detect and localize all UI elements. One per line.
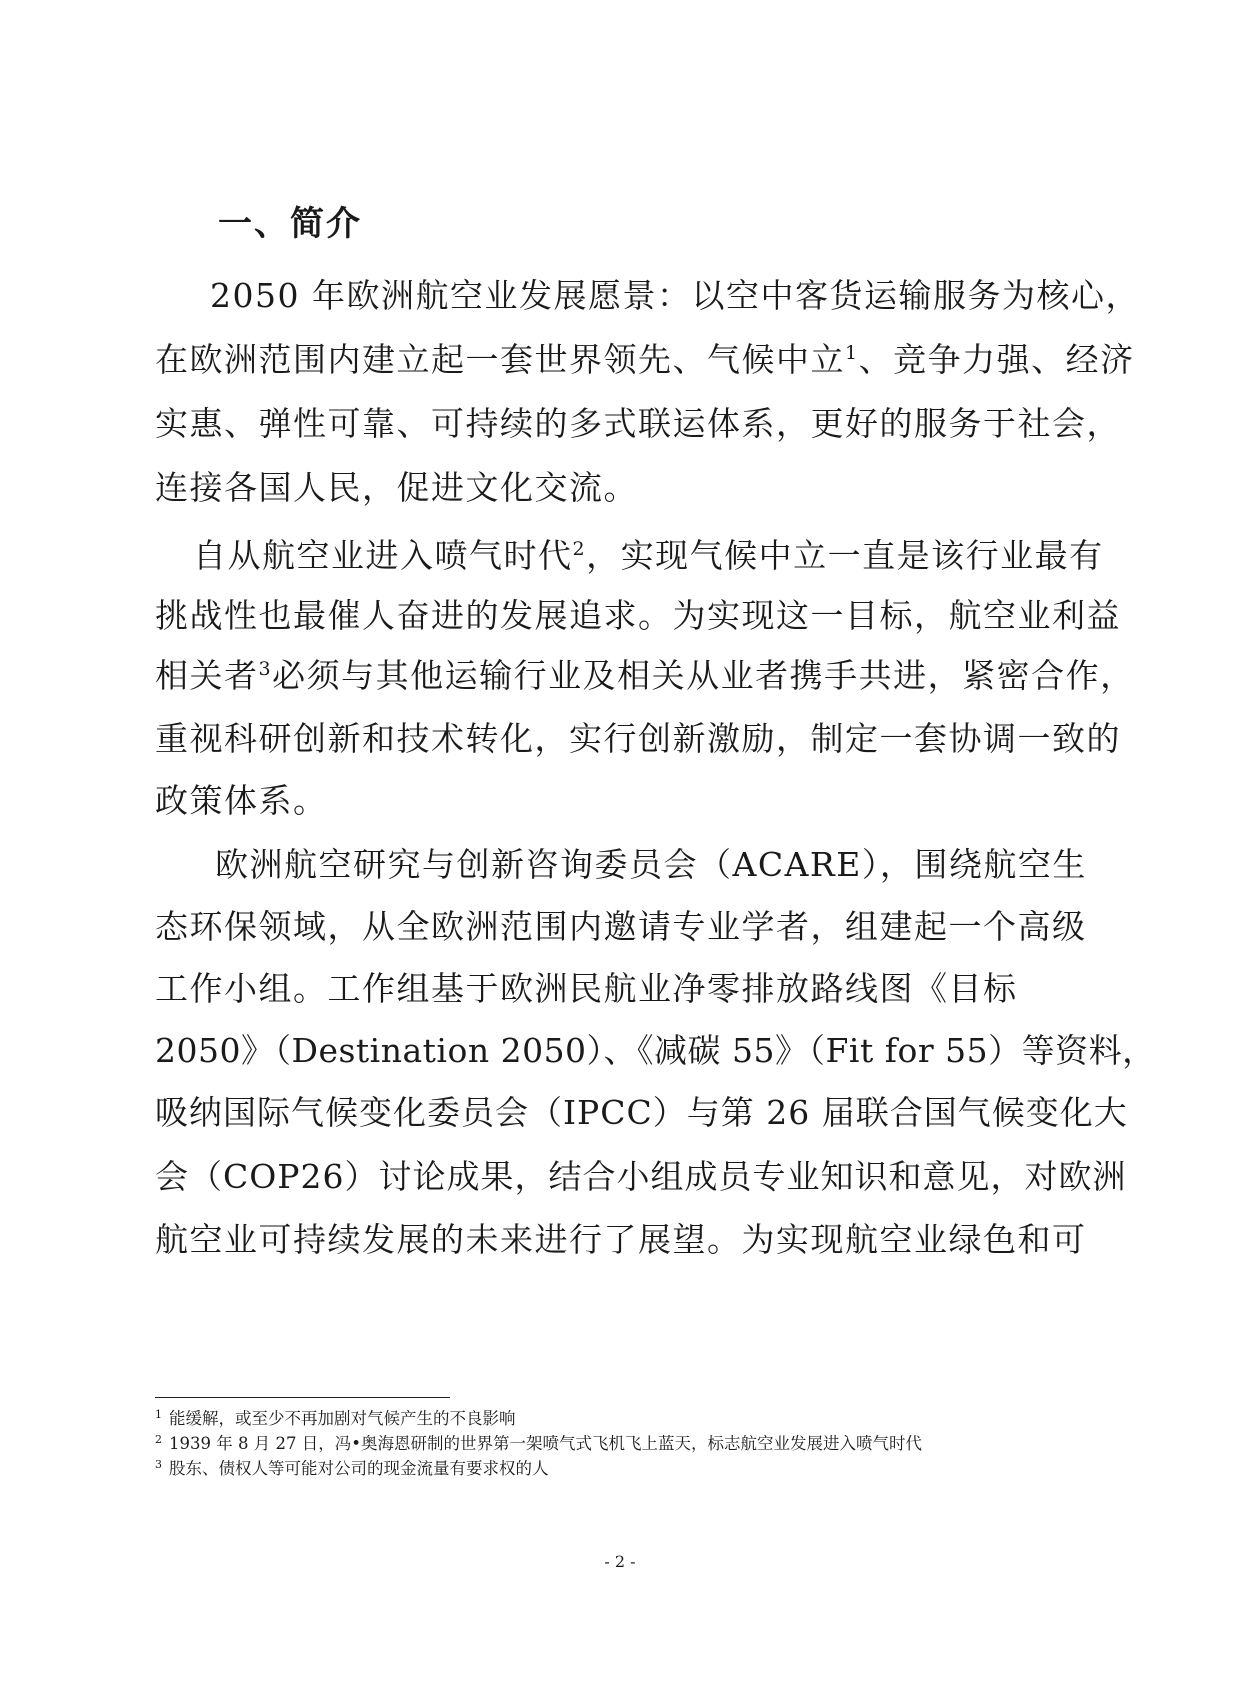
para2-line4: 重视科研创新和技术转化，实行创新激励，制定一套协调一致的 <box>155 719 1121 758</box>
footnote-ref-3: 3 <box>258 658 273 680</box>
para3-line4: 2050》（Destination 2050）、《减碳 55》（Fit for 55）等资料， <box>155 1031 1156 1070</box>
para1-line2: 在欧洲范围内建立起一套世界领先、气候中立$^1$、竞争力强、经济 <box>155 340 1135 379</box>
para1-line4: 连接各国人民，促进文化交流。 <box>155 468 638 507</box>
para2-line3: 相关者$^3$必须与其他运输行业及相关从业者携手共进，紧密合作， <box>155 656 1135 695</box>
para2-line5: 政策体系。 <box>155 781 328 820</box>
para2-line2: 挑战性也最催人奋进的发展追求。为实现这一目标，航空业利益 <box>155 596 1121 635</box>
footnote-divider <box>155 1397 450 1398</box>
para3-line3: 工作小组。工作组基于欧洲民航业净零排放路线图《目标 <box>155 969 1018 1008</box>
footnote-1: 1 能缓解，或至少不再加剧对气候产生的不良影响 <box>155 1407 516 1428</box>
footnote-ref-2: 2 <box>572 538 587 560</box>
footnote-1-text: 能缓解，或至少不再加剧对气候产生的不良影响 <box>169 1409 516 1428</box>
footnote-2-text: 1939 年 8 月 27 日，冯•奥海恩研制的世界第一架喷气式飞机飞上蓝天，标志航空业发展进入喷气时代 <box>169 1434 922 1453</box>
page-number: - 2 - <box>604 1552 636 1571</box>
para1-line3: 实惠、弹性可靠、可持续的多式联运体系，更好的服务于社会， <box>155 404 1121 443</box>
para3-line2: 态环保领域，从全欧洲范围内邀请专业学者，组建起一个高级 <box>155 907 1087 946</box>
para3-line1: 欧洲航空研究与创新咨询委员会（ACARE），围绕航空生 <box>215 845 1087 884</box>
para3-line7: 航空业可持续发展的未来进行了展望。为实现航空业绿色和可 <box>155 1220 1087 1259</box>
footnote-3: 3 股东、债权人等可能对公司的现金流量有要求权的人 <box>155 1457 549 1478</box>
para1-line1: 2050 年欧洲航空业发展愿景：以空中客货运输服务为核心， <box>210 276 1140 315</box>
footnote-ref-1: 1 <box>845 342 859 364</box>
para2-line1: 自从航空业进入喷气时代$^2$，实现气候中立一直是该行业最有 <box>193 536 1104 575</box>
footnote-3-text: 股东、债权人等可能对公司的现金流量有要求权的人 <box>169 1459 549 1478</box>
para3-line6: 会（COP26）讨论成果，结合小组成员专业知识和意见，对欧洲 <box>155 1157 1127 1196</box>
para3-line5: 吸纳国际气候变化委员会（IPCC）与第 26 届联合国气候变化大 <box>155 1093 1128 1132</box>
section-heading: 一、简介 <box>218 204 362 244</box>
footnote-2: 2 1939 年 8 月 27 日，冯•奥海恩研制的世界第一架喷气式飞机飞上蓝天，标志航空业发展进入喷气时代 <box>155 1432 922 1453</box>
